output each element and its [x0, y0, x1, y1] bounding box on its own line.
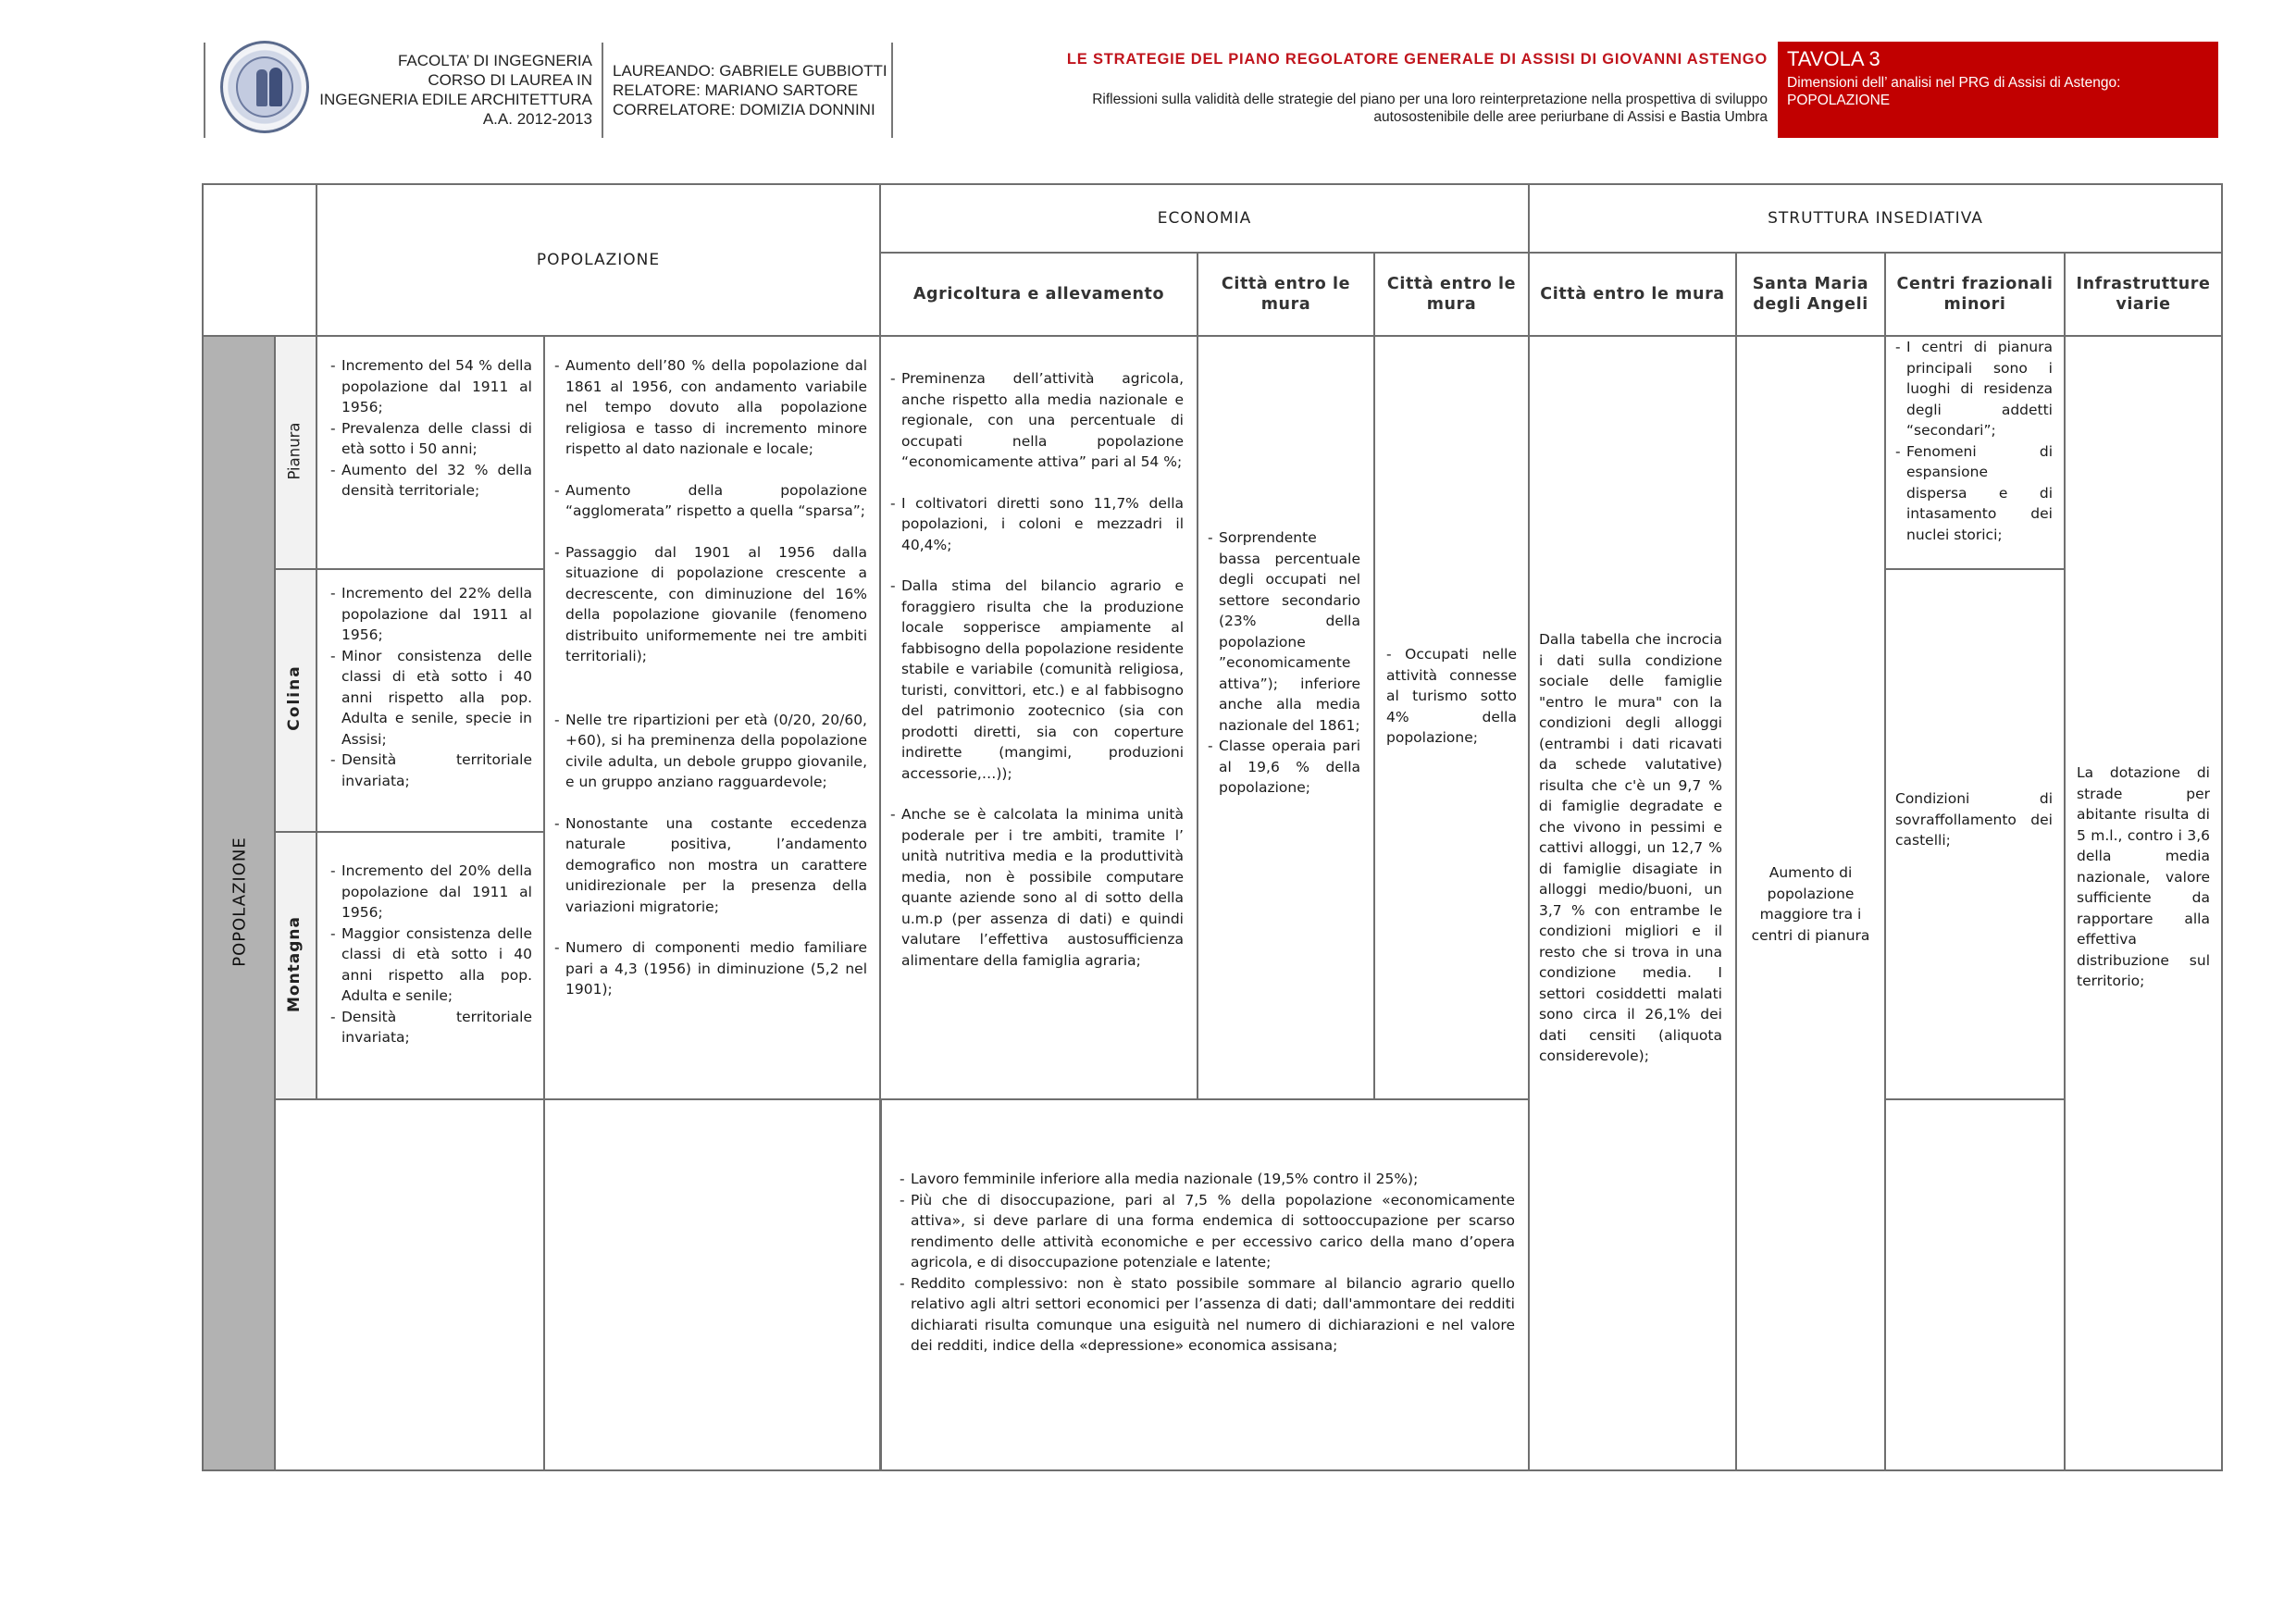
header-citta-3: Città entro le mura: [1528, 252, 1737, 337]
cell-santa-maria: [1735, 335, 1886, 1471]
cell-text: Dalla tabella che incrocia i dati sulla condizione sociale delle famiglie "entro le mura" con la condizioni degli alloggi (entrambi i dati ricavati da schede valutative) risulta che c'è un 9,7 % di famiglie degradate e che vivono in pessimi e cattivi alloggi, un 12,7 % di famiglie disagiate in alloggi medio/buoni, un 3,7 % con entrambe le condizioni migliori e il resto che si trova in una condizione media. I settori cosiddetti malati sono circa il 26,1% dei dati censiti (aliquota considerevole);: [1539, 631, 1722, 1064]
list-item: - Classe operaia pari al 19,6 % della popolazione;: [1208, 736, 1360, 799]
list-item: - Preminenza dell’attività agricola, anche rispetto alla media nazionale e regionale, con una percentuale di occupati nella popolazione “economicamente attiva” pari al 54 %;: [890, 368, 1184, 473]
tavola-badge: [1778, 42, 2218, 138]
subtitle-line: autosostenibile delle aree periurbane di Assisi e Bastia Umbra: [1373, 109, 1768, 125]
cell-economia-generale: [879, 1098, 1530, 1471]
seal-bishop-figure: [256, 69, 267, 106]
cell-montagna-popolazione: [316, 831, 545, 1100]
correlatore: CORRELATORE: DOMIZIA DONNINI: [613, 101, 875, 118]
cell-centri-pianura: [1884, 335, 2066, 570]
list-item: - Prevalenza delle classi di età sotto i 50 anni;: [330, 418, 532, 460]
row-label-text: Pianura: [285, 422, 304, 480]
list-item: - I coltivatori diretti sono 11,7% della popolazioni, i coloni e mezzadri il 40,4%;: [890, 493, 1184, 556]
faculty-line: FACOLTA’ DI INGEGNERIA: [397, 52, 592, 69]
cell-text: Condizioni di sovraffollamento dei castelli;: [1895, 790, 2053, 849]
list-item: - Più che di disoccupazione, pari al 7,5 % della popolazione «economicamente attiva», si deve parlare di una forma endemica di sottooccupazione per scarso rendimento delle attività economiche e per eccessivo carico della mano d’opera agricola, e di disoccupazione potenziale e latente;: [900, 1190, 1515, 1273]
header-popolazione: POPOLAZIONE: [316, 183, 881, 337]
list-item: - Incremento del 54 % della popolazione dal 1911 al 1956;: [330, 355, 532, 418]
list-item: - Aumento dell’80 % della popolazione dal 1861 al 1956, con andamento variabile nel tempo dovuto alla popolazione religiosa e tasso di incremento minore rispetto al dato nazionale e locale;: [554, 355, 867, 460]
header-divider: [602, 43, 603, 138]
header-divider: [204, 43, 205, 138]
laureando: LAUREANDO: GABRIELE GUBBIOTTI: [613, 62, 887, 80]
list-item: - Maggior consistenza delle classi di età sotto i 40 anni rispetto alla pop. Adulta e senile;: [330, 924, 532, 1007]
faculty-line: CORSO DI LAUREA IN: [428, 71, 592, 89]
cell-infrastrutture: [2064, 335, 2223, 1471]
list-item: - Dalla stima del bilancio agrario e foraggiero risulta che la produzione locale sopperisce ampiamente al fabbisogno della popolazione residente stabile e variabile (comunità religiosa, turisti, convittori, etc.) e al fabbisogno del patrimonio zootecnico (sia con prodotti diretti, sia con coperture indirette (mangimi, produzioni accessorie,…));: [890, 576, 1184, 784]
row-label-text: Montagna: [285, 915, 304, 1013]
cell-pianura-popolazione: [316, 335, 545, 570]
cell-colina-popolazione: [316, 568, 545, 833]
thesis-subtitle: [907, 91, 1768, 126]
header-citta-1: Città entro le mura: [1197, 252, 1375, 337]
tavola-title: TAVOLA 3: [1787, 47, 1880, 70]
cell-centri-bottom: [1884, 1098, 2066, 1471]
tavola-line: POPOLAZIONE: [1787, 93, 1891, 108]
list-item: - Passaggio dal 1901 al 1956 dalla situazione di popolazione crescente a decrescente, con diminuzione del 16% della popolazione giovanile (fenomeno distribuito uniformemente nei tre ambiti territoriali);: [554, 542, 867, 667]
cell-centri-colina: [1884, 568, 2066, 1100]
faculty-block: [315, 51, 592, 129]
corner-cell: [202, 183, 317, 337]
university-seal-icon: [220, 41, 309, 133]
cell-citta-secondario: [1197, 335, 1375, 1100]
list-item: - Nonostante una costante eccedenza naturale positiva, l’andamento demografico non mostra un carattere unidirezionale per la presenza della variazioni migratorie;: [554, 813, 867, 918]
header-divider: [891, 43, 893, 138]
subtitle-line: Riflessioni sulla validità delle strategie del piano per una loro reinterpretazione nella prospettiva di sviluppo: [1092, 92, 1768, 107]
cell-citta-turismo: [1373, 335, 1530, 1100]
faculty-line: INGEGNERIA EDILE ARCHITETTURA: [319, 91, 592, 108]
row-label-text: Colina: [285, 664, 304, 731]
cell-text: La dotazione di strade per abitante risulta di 5 m.l., contro i 3,6 della media nazionale, valore sufficiente da rapportare alla effettiva distribuzione sul territorio;: [2077, 764, 2210, 989]
list-item: - Numero di componenti medio familiare pari a 4,3 (1956) in diminuzione (5,2 nel 1901);: [554, 937, 867, 1000]
list-item: - Minor consistenza delle classi di età sotto i 40 anni rispetto alla pop. Adulta e senile, specie in Assisi;: [330, 646, 532, 750]
cell-text: - Occupati nelle attività connesse al turismo sotto 4% della popolazione;: [1386, 646, 1517, 746]
header-citta-2: Città entro le mura: [1373, 252, 1530, 337]
list-item: - Densità territoriale invariata;: [330, 750, 532, 791]
header-infrastrutture: Infrastrutture viarie: [2064, 252, 2223, 337]
row-group-label: POPOLAZIONE: [230, 837, 250, 967]
list-item: - Anche se è calcolata la minima unità poderale per i tre ambiti, tramite l’ unità nutritiva media e la produttività media, non è possibile computare quante aziende sono al di sotto della u.m.p (per assenza di dati) e quindi valutare l’effettiva austosufficienza alimentare della famiglia agraria;: [890, 804, 1184, 971]
header-economia: ECONOMIA: [879, 183, 1530, 254]
academic-year: A.A. 2012-2013: [482, 110, 592, 128]
list-item: - Sorprendente bassa percentuale degli occupati nel settore secondario (23% della popolazione ”economicamente attiva”); inferiore anche alla media nazionale del 1861;: [1208, 527, 1360, 736]
seal-emblem: [236, 56, 293, 118]
list-item: - Lavoro femminile inferiore alla media nazionale (19,5% contro il 25%);: [900, 1169, 1515, 1190]
list-item: - Densità territoriale invariata;: [330, 1007, 532, 1048]
list-item: - Incremento del 22% della popolazione dal 1911 al 1956;: [330, 583, 532, 646]
row-label-pianura: [274, 335, 317, 570]
people-block: [613, 61, 890, 119]
list-item: - Aumento del 32 % della densità territoriale;: [330, 460, 532, 502]
cell-agricoltura: [879, 335, 1198, 1100]
cell-text: Aumento di popolazione maggiore tra i centri di pianura: [1751, 864, 1870, 944]
list-item: - Reddito complessivo: non è stato possibile sommare al bilancio agrario quello relativo agli altri settori economici per l’assenza di dati; dall'ammontare dei redditi dichiarati risulta comunque una esiguità nel numero di dichiarazioni e nel valore dei redditi, indice della «depressione» economica assisana;: [900, 1273, 1515, 1357]
list-item: - Aumento della popolazione “agglomerata” rispetto a quella “sparsa”;: [554, 480, 867, 522]
row-label-colina: [274, 568, 317, 833]
cell-popolazione-generale: [543, 335, 881, 1100]
cell-struttura-citta: [1528, 335, 1737, 1471]
cell-empty-bottom: [543, 1098, 882, 1471]
tavola-line: Dimensioni dell’ analisi nel PRG di Assisi di Astengo:: [1787, 75, 2121, 91]
thesis-title: LE STRATEGIE DEL PIANO REGOLATORE GENERALE DI ASSISI DI GIOVANNI ASTENGO: [1066, 51, 1768, 68]
seal-griffin-figure: [269, 68, 282, 106]
list-item: - I centri di pianura principali sono i luoghi di residenza degli addetti “secondari”;: [1895, 337, 2053, 441]
header-santa-maria: Santa Maria degli Angeli: [1735, 252, 1886, 337]
list-item: - Incremento del 20% della popolazione dal 1911 al 1956;: [330, 861, 532, 924]
row-label-montagna: [274, 831, 317, 1100]
list-item: - Fenomeni di espansione dispersa e di intasamento dei nuclei storici;: [1895, 441, 2053, 546]
list-item: - Nelle tre ripartizioni per età (0/20, 20/60, +60), si ha preminenza della popolazione civile adulta, un debole gruppo giovanile, e un gruppo anziano ragguardevole;: [554, 710, 867, 793]
header-centri-frazionali: Centri frazionali minori: [1884, 252, 2066, 337]
relatore: RELATORE: MARIANO SARTORE: [613, 81, 859, 99]
header-agricoltura: Agricoltura e allevamento: [879, 252, 1198, 337]
header-struttura-insediativa: STRUTTURA INSEDIATIVA: [1528, 183, 2223, 254]
tavola-description: [1787, 74, 2209, 109]
cell-empty-bottom-left: [274, 1098, 545, 1471]
row-group-popolazione: [202, 335, 276, 1471]
